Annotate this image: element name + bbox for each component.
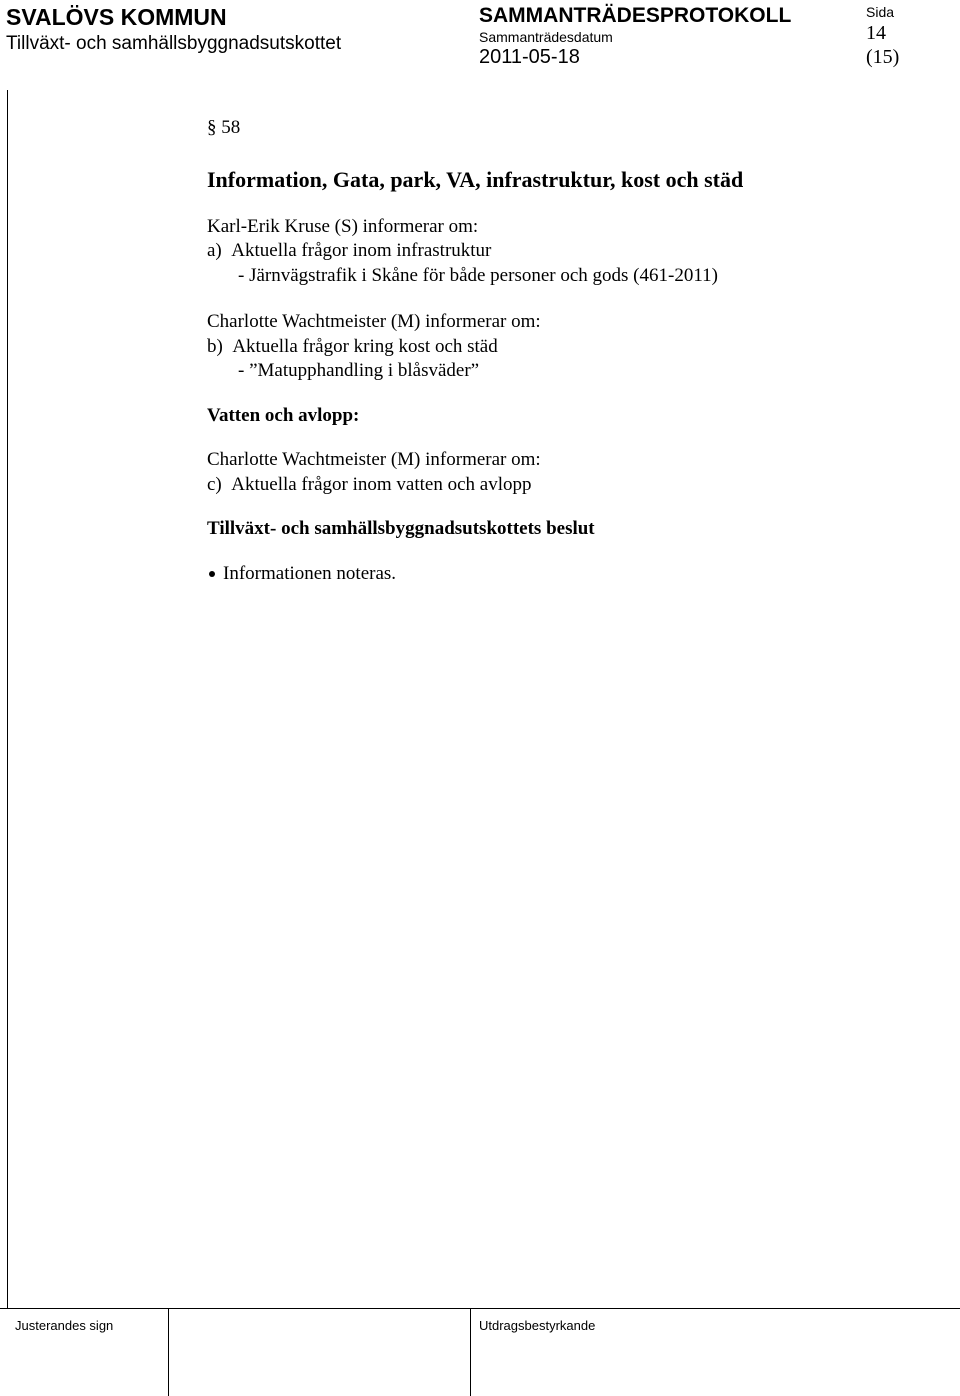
page-label: Sida xyxy=(866,4,895,20)
item-a xyxy=(207,215,927,289)
decision-list xyxy=(207,562,927,587)
paragraph-number: § 58 xyxy=(207,117,241,138)
left-margin-rule xyxy=(7,90,8,1308)
document-type: SAMMANTRÄDESPROTOKOLL xyxy=(479,4,792,27)
item-b-topic: b) Aktuella frågor kring kost och städ xyxy=(207,335,498,357)
item-c xyxy=(207,448,927,497)
initials-label: Justerandes sign xyxy=(15,1318,114,1333)
item-c-presenter: Charlotte Wachtmeister (M) informerar om: xyxy=(207,449,541,470)
item-a-topic: a) Aktuella frågor inom infrastruktur xyxy=(207,240,492,261)
item-b-presenter: Charlotte Wachtmeister (M) informerar om: xyxy=(207,311,541,332)
water-heading: Vatten och avlopp: xyxy=(207,404,360,426)
footer-column-divider xyxy=(470,1308,471,1396)
decision-heading: Tillväxt- och samhällsbyggnadsutskottets beslut xyxy=(207,518,595,539)
decision-item xyxy=(207,562,927,587)
item-c-topic: c) Aktuella frågor inom vatten och avlopp xyxy=(207,473,532,495)
page-number: 14 xyxy=(866,22,886,44)
meeting-date: 2011-05-18 xyxy=(479,46,580,68)
section-title: Information, Gata, park, VA, infrastruktur, kost och städ xyxy=(207,166,744,192)
page-total: (15) xyxy=(866,46,900,68)
item-b xyxy=(207,310,927,384)
item-b-detail: - ”Matupphandling i blåsväder” xyxy=(238,360,480,381)
footer-column-divider xyxy=(168,1308,169,1396)
minutes-section xyxy=(207,116,927,586)
certified-extract-label: Utdragsbestyrkande xyxy=(479,1318,596,1333)
item-a-detail: - Järnvägstrafik i Skåne för både personer och gods (461-2011) xyxy=(238,264,718,286)
bullet-icon xyxy=(209,571,215,577)
item-a-presenter: Karl-Erik Kruse (S) informerar om: xyxy=(207,215,479,237)
committee-name: Tillväxt- och samhällsbyggnadsutskottet xyxy=(6,33,342,54)
organization-name: SVALÖVS KOMMUN xyxy=(6,4,227,30)
decision-item-text: Informationen noteras. xyxy=(223,562,397,584)
footer-rule xyxy=(0,1308,960,1309)
meeting-date-label: Sammanträdesdatum xyxy=(479,29,613,45)
